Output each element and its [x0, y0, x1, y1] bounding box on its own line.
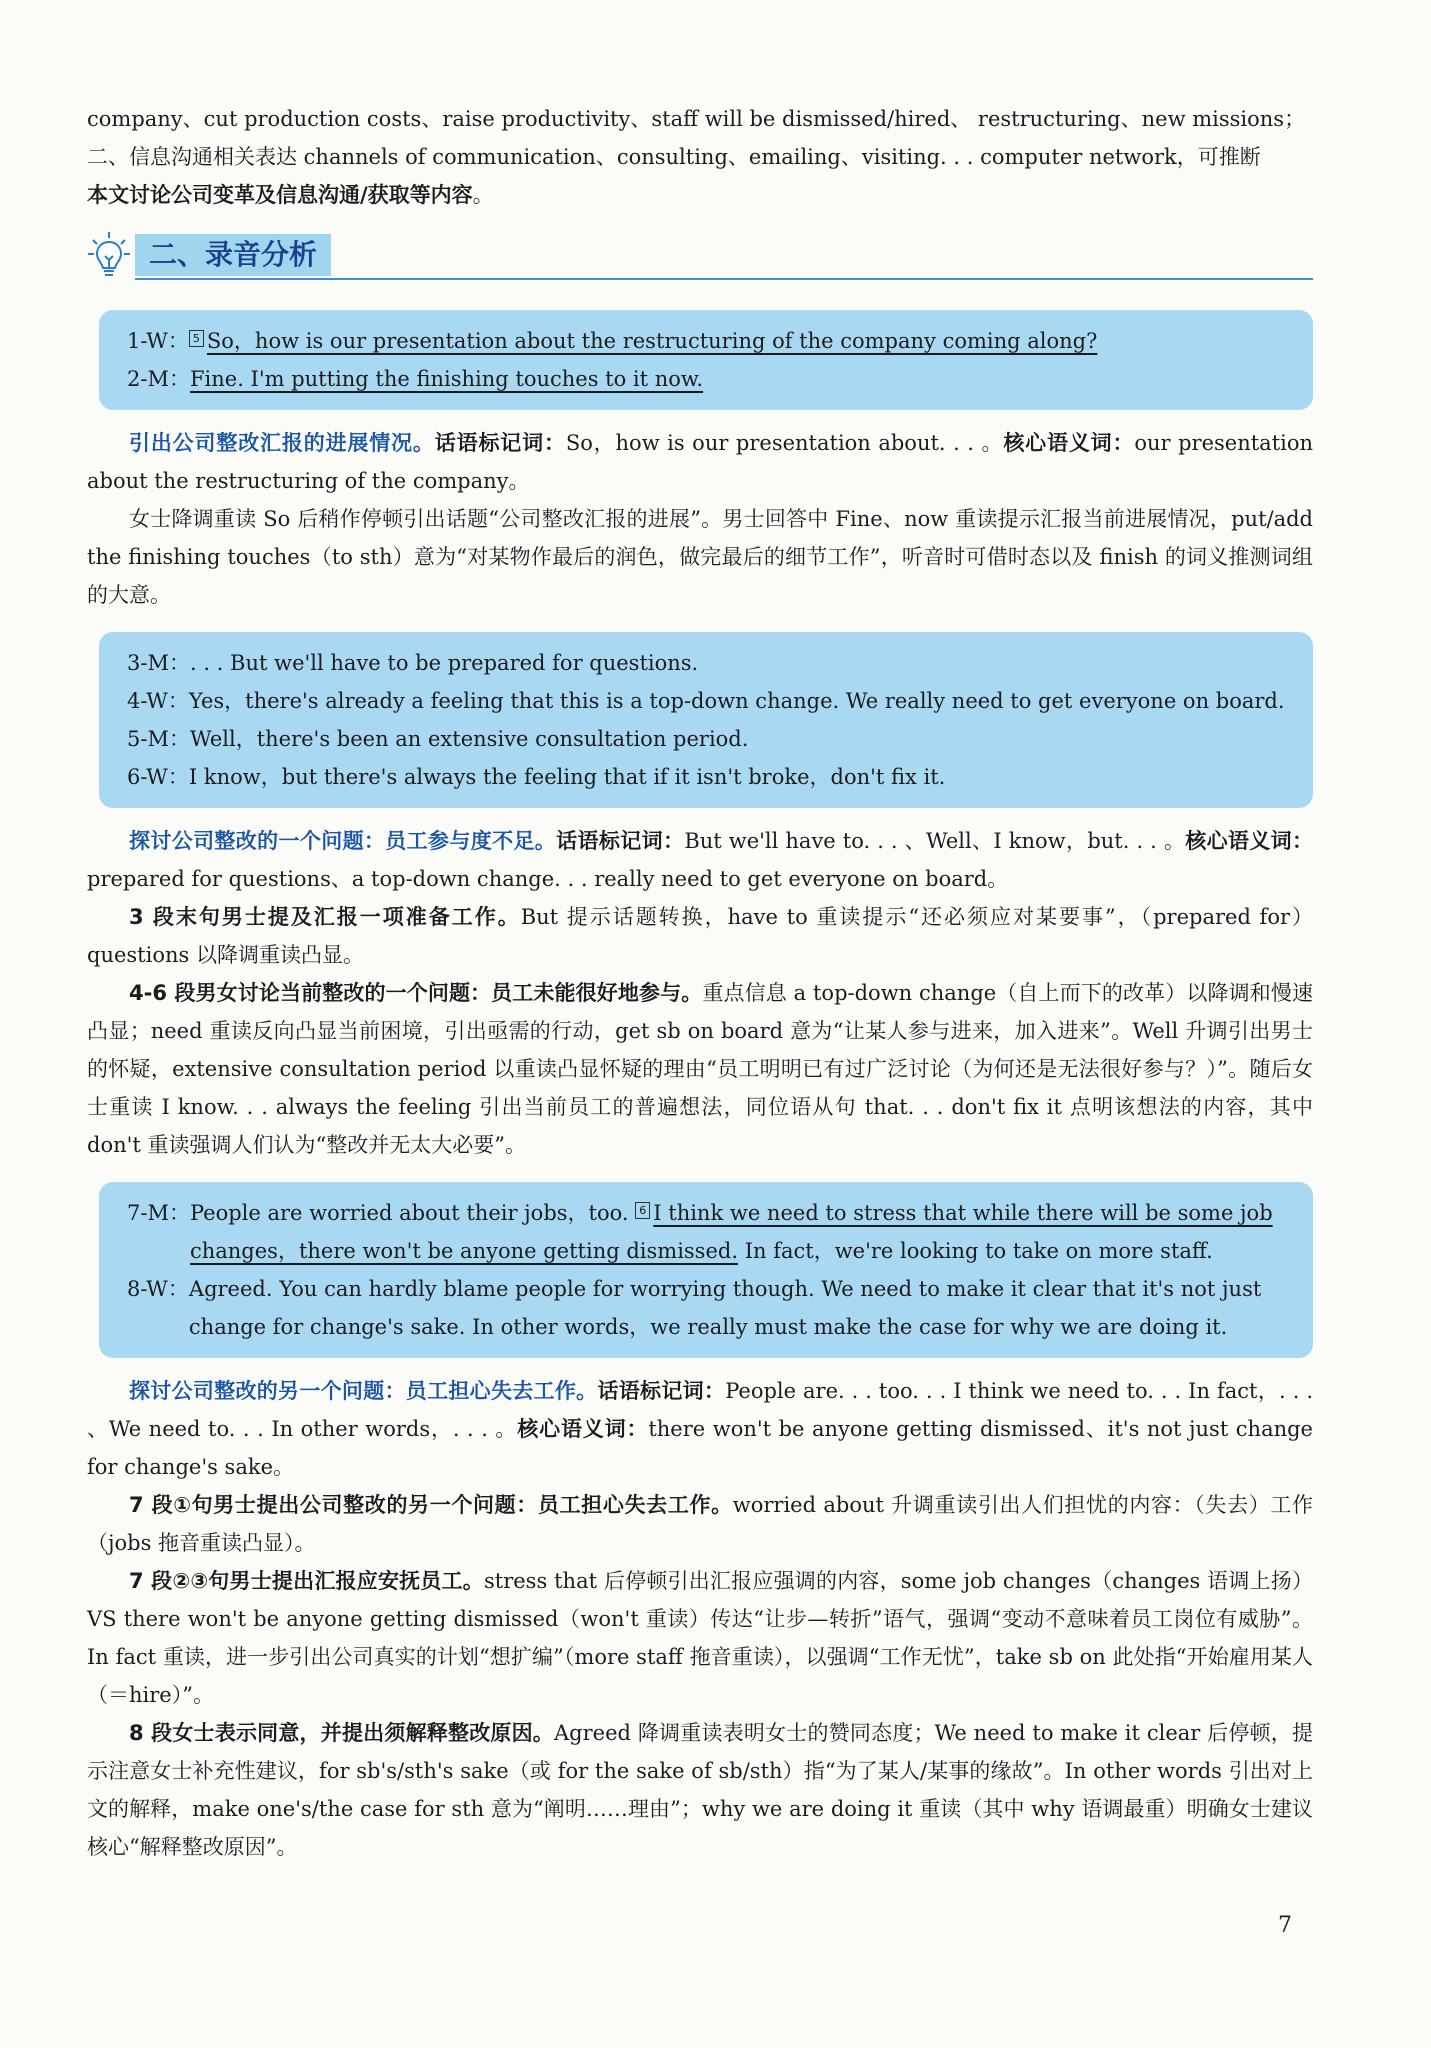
analysis-heading: 引出公司整改汇报的进展情况。: [129, 431, 435, 455]
core-text: prepared for questions、a top-down change. . . really need to get everyone on board。: [87, 867, 1009, 891]
paragraph-text: Agreed 降调重读表明女士的赞同态度；We need to make it clear 后停顿，提示注意女士补充性建议，for sb's/sth's sake（或 for the sake of sb/sth）指“为了某人/某事的缘故”。In other words 引出对上文的解释，make one's/the case for sth 意为“阐明……理由”；why we are doing it 重读（其中 why 语调最重）明确女士建议核心“解释整改原因”。: [87, 1721, 1313, 1859]
dialog-box-1: [99, 310, 1313, 410]
dialog-text-pre: People are worried about their jobs，too.: [189, 1201, 629, 1225]
paragraph-lead: 4-6 段男女讨论当前整改的一个问题：员工未能很好地参与。: [129, 981, 703, 1005]
analysis-1-paragraph-2: 女士降调重读 So 后稍作停顿引出话题“公司整改汇报的进展”。男士回答中 Fine、now 重读提示汇报当前进展情况，put/add the finishing touches（to sth）意为“对某物作最后的润色，做完最后的细节工作”，听音时可借时态以及 finish 的词义推测词组的大意。: [87, 507, 1313, 607]
paragraph-lead: 3 段末句男士提及汇报一项准备工作。: [129, 905, 521, 929]
paragraph-lead: 7 段②③句男士提出汇报应安抚员工。: [129, 1569, 484, 1593]
paragraph-text: 重点信息 a top-down change（自上而下的改革）以降调和慢速凸显；need 重读反向凸显当前困境，引出亟需的行动，get sb on board 意为“让某人参与进来，加入进来”。Well 升调引出男士的怀疑，extensive consultation period 以重读凸显怀疑的理由“员工明明已有过广泛讨论（为何还是无法很好参与？）”。随后女士重读 I know. . . always the feeling 引出当前员工的普遍想法，同位语从句 that. . . don't fix it 点明该想法的内容，其中 don't 重读强调人们认为“整改并无太大必要”。: [87, 981, 1314, 1157]
dialog-text: Agreed. You can hardly blame people for worrying though. We need to make it clear that it's not just change for change's sake. In other words，we really must make the case for why we are doing it.: [188, 1277, 1262, 1339]
core-text: there won't be anyone getting dismissed、it's not just change for change's sake。: [87, 1417, 1313, 1479]
analysis-3-paragraph-3: [87, 1562, 1313, 1714]
dialog-text: Well，there's been an extensive consultation period.: [189, 727, 749, 751]
dialog-text: [189, 322, 1289, 360]
speaker-label: 8-W：: [127, 1277, 189, 1301]
dialog-line: [127, 322, 1289, 360]
dialog-box-3: [99, 1182, 1313, 1358]
paragraph-text: stress that 后停顿引出汇报应强调的内容，some job changes（changes 语调上扬） VS there won't be anyone getting dismissed（won't 重读）传达“让步—转折”语气，强调“变动不意味着员工岗位有威胁”。In fact 重读，进一步引出公司真实的计划“想扩编”（more staff 拖音重读），以强调“工作无忧”，take sb on 此处指“开始雇用某人（＝hire）”。: [87, 1569, 1314, 1707]
speaker-label: 5-M：: [127, 727, 190, 751]
paragraph-lead: 8 段女士表示同意，并提出须解释整改原因。: [129, 1721, 555, 1745]
analysis-1-paragraph-1: [87, 424, 1313, 500]
dialog-line: [127, 1270, 1289, 1346]
question-marker: 5: [189, 330, 204, 347]
analysis-heading: 探讨公司整改的一个问题：员工参与度不足。: [129, 829, 557, 853]
core-label: 核心语义词：: [517, 1417, 649, 1441]
dialog-line: [127, 758, 1289, 796]
speaker-label: 4-W：: [127, 689, 189, 713]
underlined-text: So，how is our presentation about the restructuring of the company coming along?: [206, 329, 1098, 353]
marker-text: People are. . . too. . . I think we need to. . . In fact，. . . 、We need to. . . In other words，. . . 。: [87, 1379, 1314, 1441]
dialog-line: [127, 1194, 1289, 1270]
intro-line-1: company、cut production costs、raise productivity、staff will be dismissed/hired、 restructuring、new missions；: [87, 107, 1306, 131]
dialog-line: [127, 720, 1289, 758]
speaker-label: 1-W：: [127, 329, 189, 353]
dialog-text: I know，but there's always the feeling that if it isn't broke，don't fix it.: [188, 765, 946, 789]
analysis-2-paragraph-1: [87, 822, 1313, 898]
dialog-line: [127, 360, 1289, 398]
question-marker: 6: [635, 1202, 650, 1219]
dialog-text: Yes，there's already a feeling that this is a top-down change. We really need to get everyone on board.: [188, 689, 1285, 713]
paragraph-lead: 7 段①句男士提出公司整改的另一个问题：员工担心失去工作。: [129, 1493, 733, 1517]
marker-text: But we'll have to. . . 、Well、I know，but. . . 。: [684, 829, 1186, 853]
speaker-label: 2-M：: [127, 367, 190, 391]
core-label: 核心语义词：: [1185, 829, 1314, 853]
dialog-box-2: [99, 632, 1313, 808]
section-rule: [135, 278, 1313, 280]
intro-line-3-end: 。: [472, 183, 494, 207]
dialog-text-post: In fact，we're looking to take on more staff.: [744, 1239, 1213, 1263]
marker-text: So，how is our presentation about. . . 。: [565, 431, 1004, 455]
lightbulb-icon: [87, 230, 131, 280]
core-text: our presentation about the restructuring of the company。: [87, 431, 1314, 493]
section-title: 二、录音分析: [135, 234, 331, 276]
dialog-text: [190, 1194, 1289, 1270]
analysis-3-paragraph-4: [87, 1714, 1313, 1866]
intro-line-3-bold: 本文讨论公司变革及信息沟通/获取等内容: [87, 183, 473, 207]
underlined-text: Fine. I'm putting the finishing touches to it now.: [189, 367, 704, 391]
analysis-2-paragraph-3: [87, 974, 1313, 1164]
core-label: 核心语义词：: [1003, 431, 1135, 455]
underlined-text: I think we need to stress that while there will be some job changes，there won't be anyone getting dismissed.: [189, 1201, 1273, 1263]
paragraph-text: But 提示话题转换，have to 重读提示“还必须应对某要事”，（prepared for） questions 以降调重读凸显。: [87, 905, 1313, 967]
intro-line-2: 二、信息沟通相关表达 channels of communication、consulting、emailing、visiting. . . computer network，可推断: [87, 145, 1261, 169]
marker-label: 话语标记词：: [556, 829, 685, 853]
dialog-line: [127, 682, 1289, 720]
analysis-heading: 探讨公司整改的另一个问题：员工担心失去工作。: [129, 1379, 598, 1403]
dialog-line: [127, 644, 1289, 682]
page-content: [87, 100, 1313, 1866]
analysis-3-paragraph-2: [87, 1486, 1313, 1562]
marker-label: 话语标记词：: [597, 1379, 726, 1403]
page-number: 7: [1278, 1913, 1292, 1938]
dialog-text: [190, 360, 1289, 398]
speaker-label: 3-M：: [127, 651, 190, 675]
section-heading: [87, 228, 1313, 286]
intro-paragraph: [87, 100, 1313, 214]
analysis-3-paragraph-1: [87, 1372, 1313, 1486]
dialog-text: . . . But we'll have to be prepared for questions.: [189, 651, 699, 675]
analysis-2-paragraph-2: [87, 898, 1313, 974]
speaker-label: 7-M：: [127, 1201, 190, 1225]
speaker-label: 6-W：: [127, 765, 189, 789]
paragraph-text: worried about 升调重读引出人们担忧的内容：（失去）工作（jobs 拖音重读凸显）。: [87, 1493, 1314, 1555]
marker-label: 话语标记词：: [434, 431, 566, 455]
